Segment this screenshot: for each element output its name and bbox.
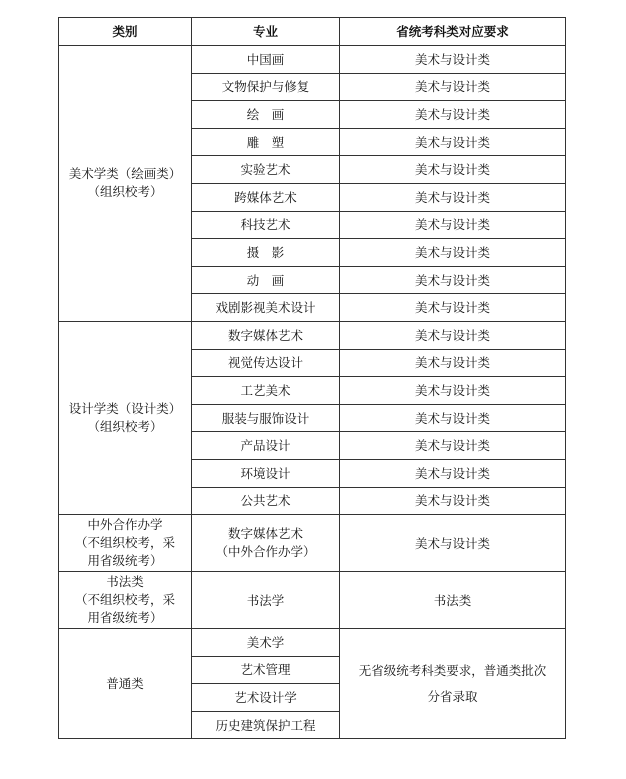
- requirement-cell: 美术与设计类: [340, 377, 566, 405]
- major-cell: 产品设计: [192, 432, 340, 460]
- category-line: （组织校考）: [87, 419, 163, 435]
- table-row: [59, 321, 566, 349]
- requirement-cell: 美术与设计类: [340, 515, 566, 572]
- major-requirements-table: [58, 17, 566, 739]
- major-cell: 艺术设计学: [192, 684, 340, 712]
- major-cell: 中国画: [192, 46, 340, 74]
- requirement-cell: 美术与设计类: [340, 156, 566, 184]
- category-line: （组织校考）: [87, 184, 163, 200]
- requirement-cell: 美术与设计类: [340, 487, 566, 515]
- major-cell: 美术学: [192, 629, 340, 657]
- major-cell: [192, 515, 340, 572]
- requirement-cell-general: [340, 629, 566, 739]
- major-line: 数字媒体艺术: [227, 526, 303, 542]
- major-cell: 雕 塑: [192, 128, 340, 156]
- major-cell: 绘 画: [192, 101, 340, 129]
- major-cell: 数字媒体艺术: [192, 321, 340, 349]
- header-major: 专业: [192, 18, 340, 46]
- requirement-cell: 美术与设计类: [340, 239, 566, 267]
- major-cell: 环境设计: [192, 459, 340, 487]
- category-line: 中外合作办学: [87, 517, 163, 533]
- major-line: （中外合作办学）: [215, 544, 316, 560]
- major-cell: 文物保护与修复: [192, 73, 340, 101]
- category-line: 用省级统考）: [87, 553, 163, 569]
- header-row: [59, 18, 566, 46]
- category-cell-design: [59, 321, 192, 514]
- table-row: [59, 629, 566, 657]
- requirement-cell: 美术与设计类: [340, 101, 566, 129]
- category-cell-fine-arts: [59, 46, 192, 322]
- table-row: [59, 515, 566, 572]
- category-cell-joint-program: [59, 515, 192, 572]
- category-cell-general: 普通类: [59, 629, 192, 739]
- major-cell: 戏剧影视美术设计: [192, 294, 340, 322]
- requirement-cell: 美术与设计类: [340, 432, 566, 460]
- major-cell: 科技艺术: [192, 211, 340, 239]
- category-line: （不组织校考，采: [74, 592, 175, 608]
- major-cell: 动 画: [192, 266, 340, 294]
- requirement-cell: 美术与设计类: [340, 294, 566, 322]
- major-cell: 工艺美术: [192, 377, 340, 405]
- requirement-cell: 美术与设计类: [340, 321, 566, 349]
- major-cell: 实验艺术: [192, 156, 340, 184]
- major-cell: 视觉传达设计: [192, 349, 340, 377]
- category-line: 美术学类（绘画类）: [68, 166, 182, 182]
- table-row: [59, 572, 566, 629]
- header-category: 类别: [59, 18, 192, 46]
- table-row: [59, 46, 566, 74]
- major-cell: 服装与服饰设计: [192, 404, 340, 432]
- category-line: 设计学类（设计类）: [68, 401, 182, 417]
- requirement-cell: 书法类: [340, 572, 566, 629]
- category-line: 书法类: [106, 574, 144, 590]
- header-requirement: 省统考科类对应要求: [340, 18, 566, 46]
- requirement-line: 分省录取: [427, 688, 478, 704]
- requirement-cell: 美术与设计类: [340, 404, 566, 432]
- major-cell: 历史建筑保护工程: [192, 711, 340, 739]
- major-cell: 公共艺术: [192, 487, 340, 515]
- major-cell: 摄 影: [192, 239, 340, 267]
- category-line: 用省级统考）: [87, 610, 163, 626]
- requirement-cell: 美术与设计类: [340, 211, 566, 239]
- requirement-cell: 美术与设计类: [340, 128, 566, 156]
- major-cell: 跨媒体艺术: [192, 183, 340, 211]
- requirement-cell: 美术与设计类: [340, 73, 566, 101]
- requirement-cell: 美术与设计类: [340, 266, 566, 294]
- category-line: （不组织校考，采: [74, 535, 175, 551]
- requirement-cell: 美术与设计类: [340, 46, 566, 74]
- requirement-line: 无省级统考科类要求，普通类批次: [358, 662, 547, 678]
- major-cell: 书法学: [192, 572, 340, 629]
- major-cell: 艺术管理: [192, 656, 340, 684]
- requirement-cell: 美术与设计类: [340, 459, 566, 487]
- requirement-cell: 美术与设计类: [340, 349, 566, 377]
- requirement-cell: 美术与设计类: [340, 183, 566, 211]
- category-cell-calligraphy: [59, 572, 192, 629]
